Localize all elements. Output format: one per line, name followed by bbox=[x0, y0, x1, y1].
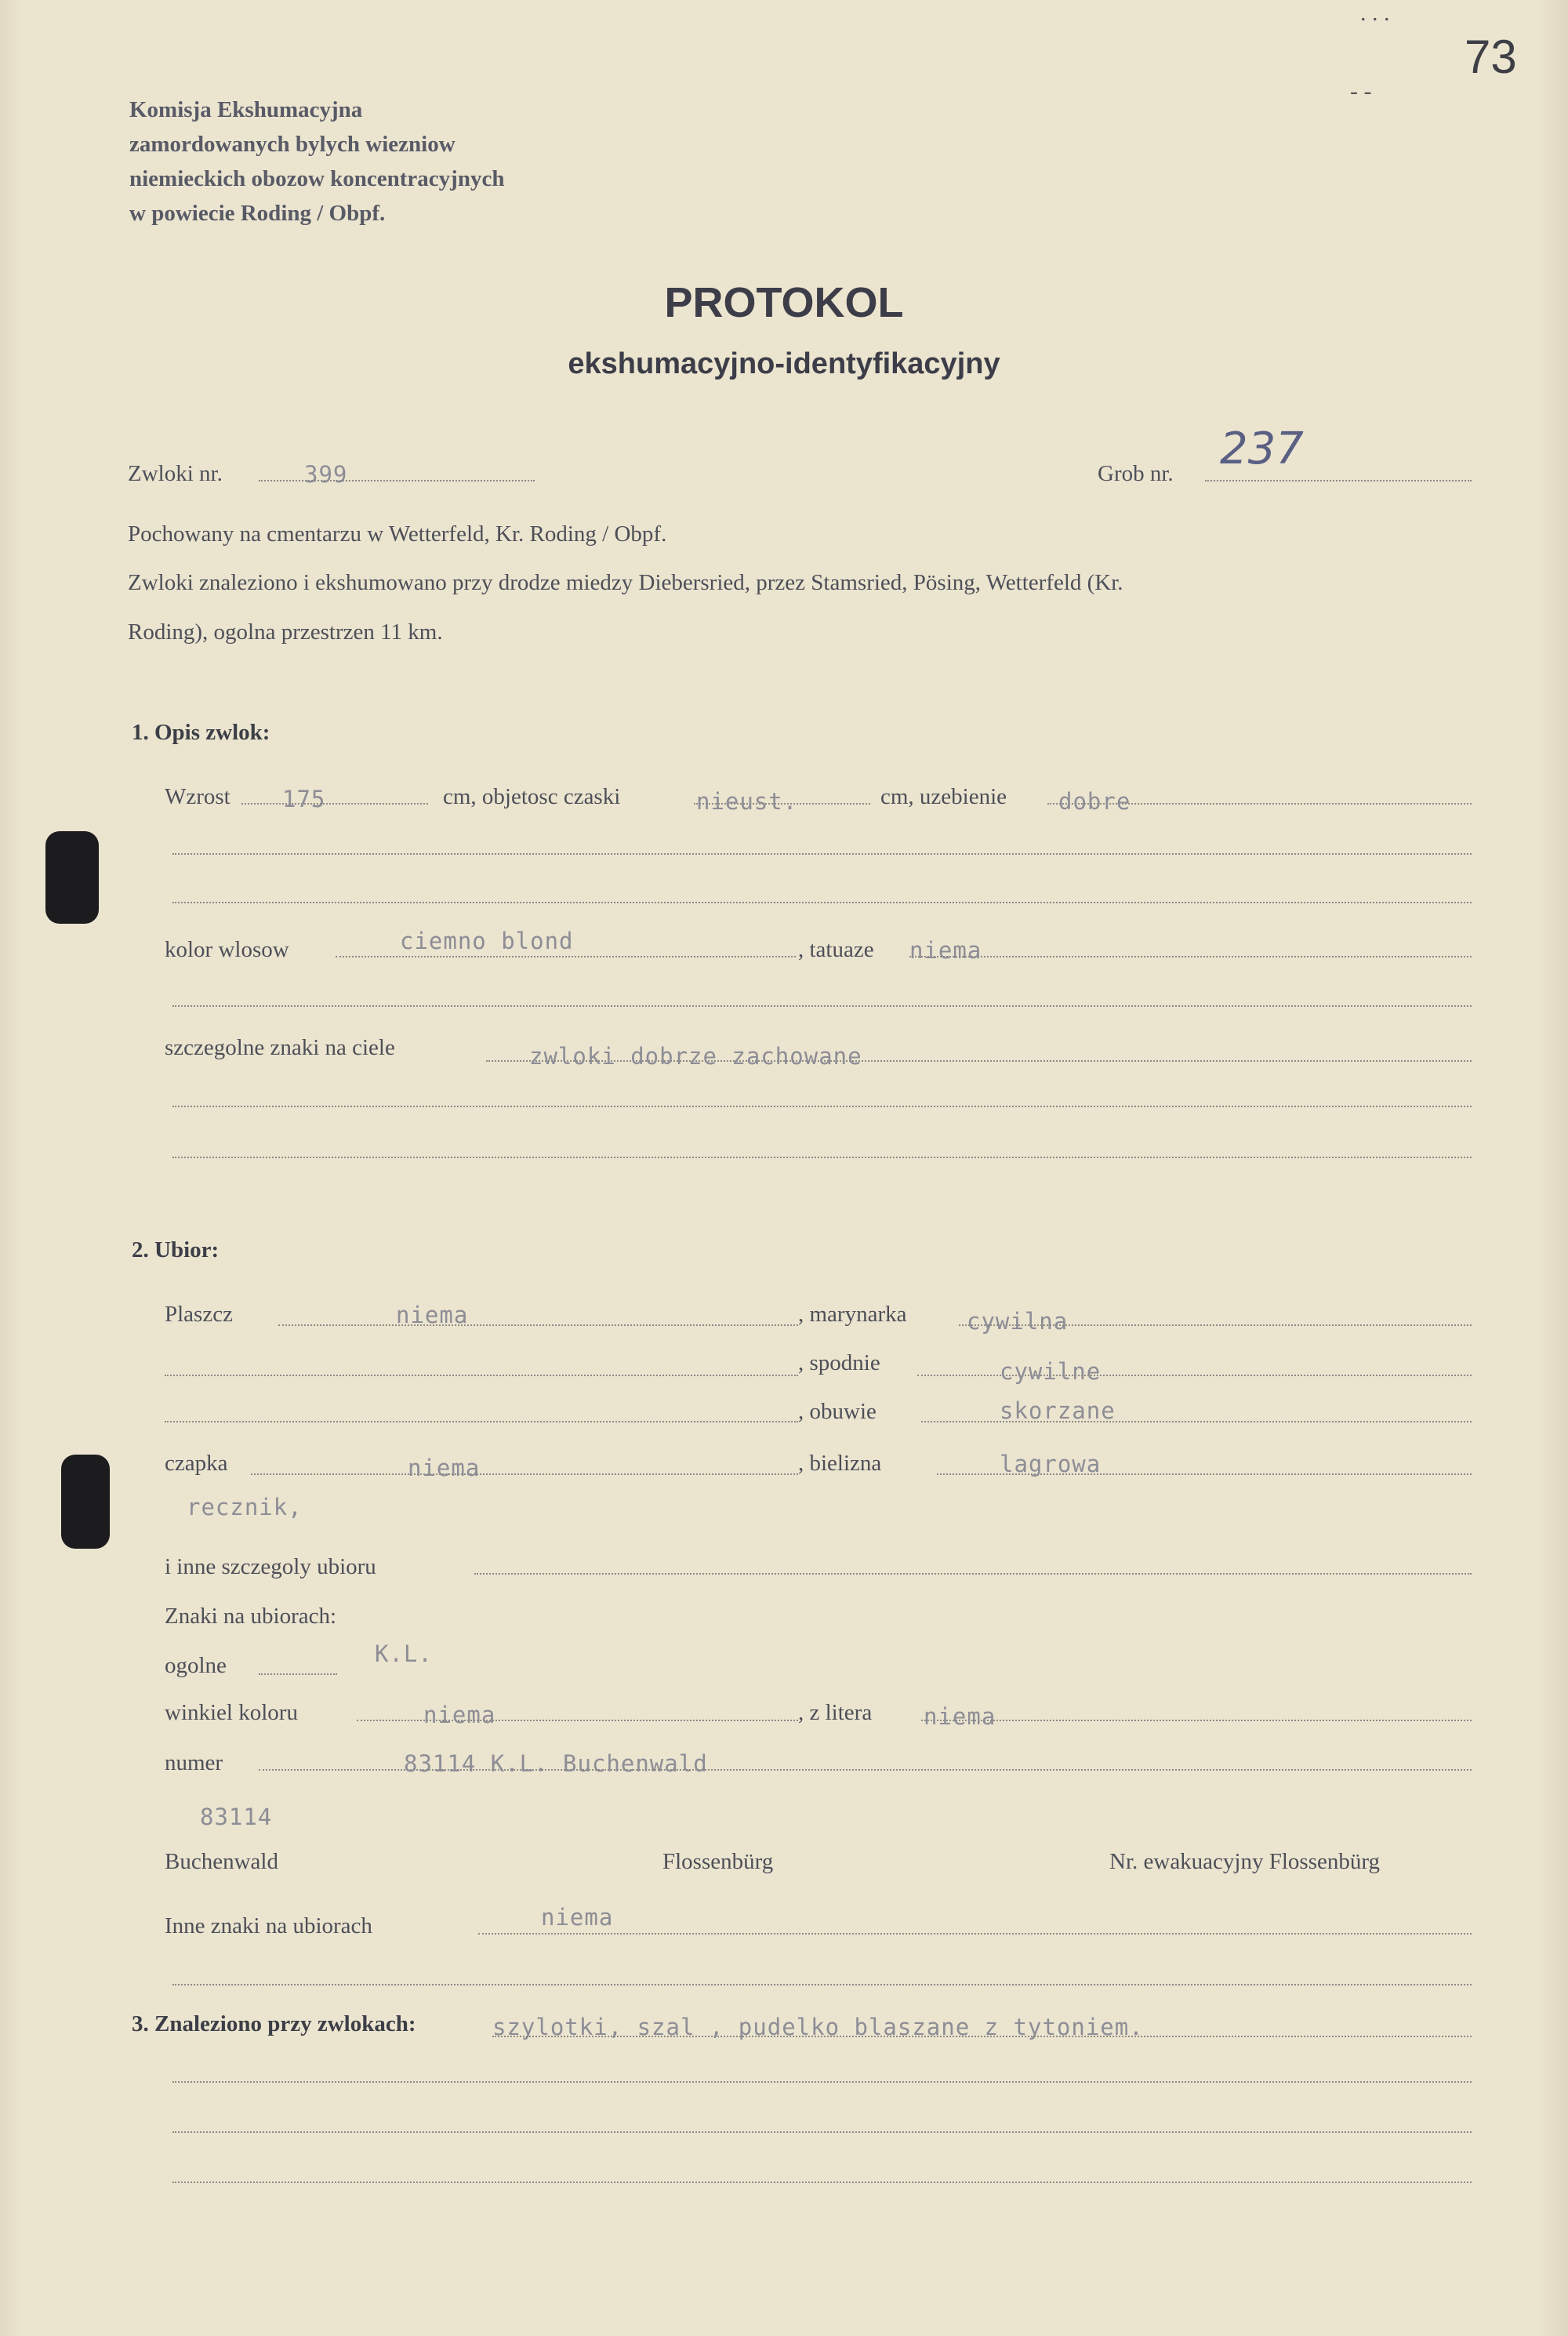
section-1-heading: 1. Opis zwlok: bbox=[132, 720, 270, 745]
header-line-3: niemieckich obozow koncentracyjnych bbox=[129, 166, 505, 191]
czaska-value: nieust. bbox=[696, 788, 798, 815]
uzebienie-label: cm, uzebienie bbox=[880, 784, 1007, 809]
wzrost-value: 175 bbox=[282, 786, 326, 812]
punch-hole-bottom bbox=[61, 1455, 110, 1549]
tatuaze-value: niema bbox=[909, 937, 982, 964]
buchenwald-label: Buchenwald bbox=[165, 1849, 278, 1874]
location-line-1: Pochowany na cmentarzu w Wetterfeld, Kr. Roding / Obpf. bbox=[128, 521, 667, 547]
grob-line bbox=[1205, 480, 1472, 481]
header-line-1: Komisja Ekshumacyjna bbox=[129, 97, 363, 122]
czapka-value: niema bbox=[408, 1455, 481, 1481]
blank-line bbox=[172, 2182, 1472, 2183]
znaki-ciele-label: szczegolne znaki na ciele bbox=[165, 1035, 395, 1060]
number-below: 83114 bbox=[200, 1804, 273, 1830]
location-line-3: Roding), ogolna przestrzen 11 km. bbox=[128, 619, 443, 645]
numer-label: numer bbox=[165, 1750, 223, 1775]
zwloki-value: 399 bbox=[304, 461, 348, 488]
marynarka-label: , marynarka bbox=[798, 1302, 907, 1327]
ogolne-value: K.L. bbox=[375, 1640, 433, 1667]
ogolne-label: ogolne bbox=[165, 1653, 227, 1678]
section-3-value: szylotki, szal , pudelko blaszane z tytoniem. bbox=[492, 2014, 1144, 2040]
header-line-4: w powiecie Roding / Obpf. bbox=[129, 201, 386, 226]
blank-line bbox=[172, 2081, 1472, 2083]
obuwie-label: , obuwie bbox=[798, 1399, 877, 1424]
czaska-label: cm, objetosc czaski bbox=[443, 784, 621, 809]
uzebienie-value: dobre bbox=[1058, 788, 1131, 815]
winkiel-label: winkiel koloru bbox=[165, 1700, 298, 1725]
bielizna-label: , bielizna bbox=[798, 1451, 882, 1476]
grob-value: 237 bbox=[1220, 423, 1304, 474]
kolor-label: kolor wlosow bbox=[165, 937, 289, 962]
kolor-value: ciemno blond bbox=[400, 928, 574, 954]
blank-line bbox=[172, 853, 1472, 855]
commission-header bbox=[129, 93, 504, 231]
spodnie-label: , spodnie bbox=[798, 1350, 880, 1375]
litera-value: niema bbox=[924, 1703, 996, 1730]
marynarka-value: cywilna bbox=[967, 1308, 1069, 1335]
section-3-line bbox=[492, 2036, 1472, 2037]
corner-dash: - - bbox=[1350, 78, 1372, 104]
znaki-ubiorach-label: Znaki na ubiorach: bbox=[165, 1604, 337, 1629]
inne-szczegoly-line bbox=[474, 1573, 1472, 1575]
plaszcz-label: Plaszcz bbox=[165, 1302, 233, 1327]
bielizna-value: lagrowa bbox=[1000, 1451, 1102, 1477]
blank-line bbox=[165, 1421, 798, 1422]
header-line-2: zamordowanych bylych wiezniow bbox=[129, 132, 456, 157]
ewakuacyjny-label: Nr. ewakuacyjny Flossenbürg bbox=[1109, 1849, 1380, 1874]
location-line-2: Zwloki znaleziono i ekshumowano przy drodze miedzy Diebersried, przez Stamsried, Pösing, Wetterfeld (Kr. bbox=[128, 570, 1123, 595]
spodnie-value: cywilne bbox=[1000, 1358, 1102, 1385]
winkiel-value: niema bbox=[423, 1702, 496, 1728]
wzrost-label: Wzrost bbox=[165, 784, 230, 809]
corner-marks: . . . bbox=[1360, 0, 1390, 26]
document-title: PROTOKOL bbox=[664, 279, 904, 326]
section-3-heading: 3. Znaleziono przy zwlokach: bbox=[132, 2011, 416, 2036]
blank-line bbox=[172, 1106, 1472, 1107]
kolor-line bbox=[336, 956, 796, 957]
section-2-heading: 2. Ubior: bbox=[132, 1237, 220, 1262]
litera-label: , z litera bbox=[798, 1700, 873, 1725]
obuwie-value: skorzane bbox=[1000, 1397, 1116, 1424]
punch-hole-top bbox=[45, 831, 99, 924]
zwloki-label: Zwloki nr. bbox=[128, 461, 223, 486]
blank-line bbox=[172, 902, 1472, 903]
inne-znaki-value: niema bbox=[541, 1904, 614, 1931]
grob-label: Grob nr. bbox=[1098, 461, 1174, 486]
inne-szczegoly-label: i inne szczegoly ubioru bbox=[165, 1554, 376, 1579]
czapka-line bbox=[251, 1473, 798, 1475]
blank-line bbox=[172, 1005, 1472, 1007]
inne-znaki-label: Inne znaki na ubiorach bbox=[165, 1913, 372, 1938]
zwloki-line bbox=[259, 480, 535, 481]
blank-line bbox=[172, 2131, 1472, 2133]
plaszcz-line bbox=[278, 1324, 798, 1326]
plaszcz-value: niema bbox=[396, 1302, 469, 1328]
wzrost-line bbox=[241, 803, 428, 805]
tatuaze-line bbox=[909, 956, 1472, 957]
recznik-value: recznik, bbox=[187, 1494, 303, 1520]
blank-line bbox=[172, 1157, 1472, 1158]
ogolne-line bbox=[259, 1673, 337, 1675]
document-subtitle: ekshumacyjno-identyfikacyjny bbox=[568, 347, 1000, 380]
page-number: 73 bbox=[1465, 31, 1517, 83]
litera-line bbox=[921, 1720, 1472, 1721]
czapka-label: czapka bbox=[165, 1451, 228, 1476]
flossenburg-label: Flossenbürg bbox=[662, 1849, 774, 1874]
inne-znaki-line bbox=[478, 1933, 1472, 1935]
numer-value: 83114 K.L. Buchenwald bbox=[404, 1750, 708, 1777]
znaki-ciele-value: zwloki dobrze zachowane bbox=[529, 1043, 862, 1070]
blank-line bbox=[172, 1984, 1472, 1985]
tatuaze-label: , tatuaze bbox=[798, 937, 874, 962]
blank-line bbox=[165, 1375, 798, 1376]
